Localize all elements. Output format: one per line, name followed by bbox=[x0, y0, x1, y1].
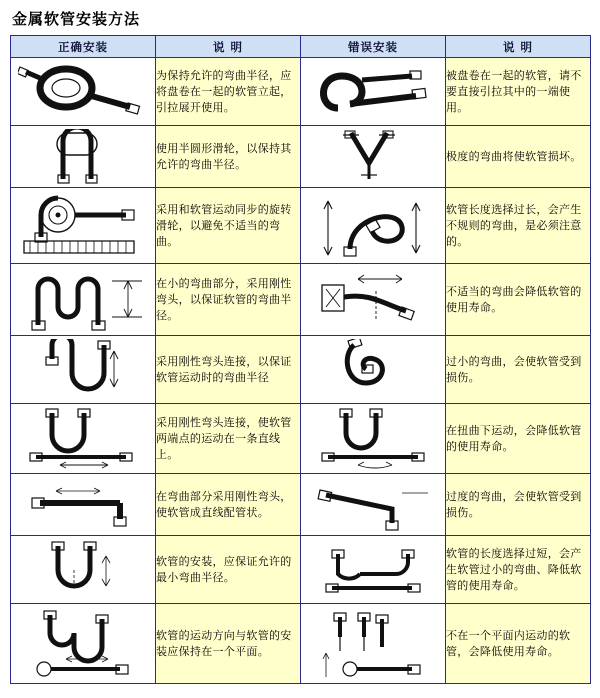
coiled-hose-icon bbox=[11, 62, 155, 122]
figure-cell-correct bbox=[11, 264, 156, 336]
figure-cell-wrong bbox=[301, 474, 446, 536]
note-correct: 软管的安装，应保证允许的最小弯曲半径。 bbox=[156, 536, 301, 604]
figure-cell-wrong bbox=[301, 536, 446, 604]
rigid-elbow-small-bend-icon bbox=[11, 267, 155, 333]
out-of-plane-motion-icon bbox=[301, 607, 445, 681]
same-plane-motion-icon bbox=[11, 607, 155, 681]
table-row bbox=[11, 474, 591, 536]
installation-guide-table bbox=[10, 35, 591, 684]
note-correct: 采用刚性弯头连接，使软管两端点的运动在一条直线上。 bbox=[156, 404, 301, 474]
figure-cell-correct bbox=[11, 188, 156, 264]
figure-cell-correct bbox=[11, 404, 156, 474]
figure-cell-wrong bbox=[301, 336, 446, 404]
note-correct: 为保持允许的弯曲半径，应将盘卷在一起的软管立起，引拉展开使用。 bbox=[156, 58, 301, 126]
table-header-row bbox=[11, 36, 591, 58]
half-round-pulley-icon bbox=[11, 129, 155, 185]
page-title: 金属软管安装方法 bbox=[12, 10, 141, 28]
header-correct-note: 说 明 bbox=[156, 36, 301, 58]
rotating-pulley-icon bbox=[11, 191, 155, 261]
rigid-elbow-straight-pipe-icon bbox=[11, 479, 155, 531]
coiled-hose-pulled-icon bbox=[301, 62, 445, 122]
table-row bbox=[11, 336, 591, 404]
header-wrong-note: 说 明 bbox=[446, 36, 591, 58]
figure-cell-wrong bbox=[301, 126, 446, 188]
figure-cell-wrong bbox=[301, 404, 446, 474]
figure-cell-correct bbox=[11, 336, 156, 404]
too-long-hose-icon bbox=[301, 540, 445, 600]
note-correct: 使用半圆形滑轮，以保持其允许的弯曲半径。 bbox=[156, 126, 301, 188]
figure-cell-correct bbox=[11, 604, 156, 684]
excessive-bend-icon bbox=[301, 479, 445, 531]
table-row bbox=[11, 188, 591, 264]
figure-cell-wrong bbox=[301, 188, 446, 264]
note-wrong: 被盘卷在一起的软管，请不要直接引拉其中的一端使用。 bbox=[446, 58, 591, 126]
figure-cell-wrong bbox=[301, 264, 446, 336]
table-row bbox=[11, 126, 591, 188]
header-correct-install: 正确安装 bbox=[11, 36, 156, 58]
figure-cell-correct bbox=[11, 58, 156, 126]
note-wrong: 软管的长度选择过短，会产生软管过小的弯曲、降低软管的使用寿命。 bbox=[446, 536, 591, 604]
note-correct: 采用刚性弯头连接，以保证软管运动时的弯曲半径 bbox=[156, 336, 301, 404]
figure-cell-wrong bbox=[301, 58, 446, 126]
figure-cell-wrong bbox=[301, 604, 446, 684]
note-wrong: 极度的弯曲将使软管损坏。 bbox=[446, 126, 591, 188]
note-correct: 在弯曲部分采用刚性弯头，使软管成直线配管状。 bbox=[156, 474, 301, 536]
header-wrong-install: 错误安装 bbox=[301, 36, 446, 58]
table-row bbox=[11, 536, 591, 604]
min-bend-radius-icon bbox=[11, 540, 155, 600]
straight-line-motion-icon bbox=[11, 407, 155, 471]
note-correct: 采用和软管运动同步的旋转滑轮，以避免不适当的弯曲。 bbox=[156, 188, 301, 264]
note-correct: 软管的运动方向与软管的安装应保持在一个平面。 bbox=[156, 604, 301, 684]
table-row bbox=[11, 404, 591, 474]
rigid-elbow-u-bend-icon bbox=[11, 339, 155, 401]
note-wrong: 过小的弯曲，会使软管受到损伤。 bbox=[446, 336, 591, 404]
table-row bbox=[11, 604, 591, 684]
improper-bend-icon bbox=[301, 267, 445, 333]
note-wrong: 过度的弯曲，会使软管受到损伤。 bbox=[446, 474, 591, 536]
figure-cell-correct bbox=[11, 474, 156, 536]
note-correct: 在小的弯曲部分，采用刚性弯头，以保证软管的弯曲半径。 bbox=[156, 264, 301, 336]
long-loose-hose-icon bbox=[301, 191, 445, 261]
note-wrong: 软管长度选择过长，会产生不规则的弯曲，是必须注意的。 bbox=[446, 188, 591, 264]
note-wrong: 不在一个平面内运动的软管，会降低使用寿命。 bbox=[446, 604, 591, 684]
table-row bbox=[11, 58, 591, 126]
figure-cell-correct bbox=[11, 126, 156, 188]
figure-cell-correct bbox=[11, 536, 156, 604]
table-row bbox=[11, 264, 591, 336]
sharp-bend-icon bbox=[301, 129, 445, 185]
note-wrong: 不适当的弯曲会降低软管的使用寿命。 bbox=[446, 264, 591, 336]
note-wrong: 在扭曲下运动，会降低软管的使用寿命。 bbox=[446, 404, 591, 474]
too-small-bend-icon bbox=[301, 339, 445, 401]
twisted-bend-motion-icon bbox=[301, 407, 445, 471]
